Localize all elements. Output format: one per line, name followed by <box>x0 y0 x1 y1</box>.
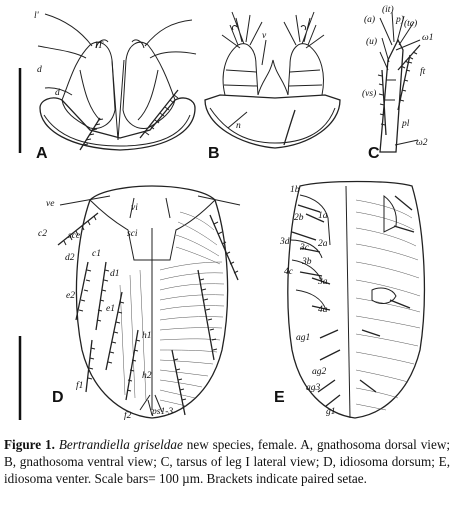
label-c-ft: ft <box>420 67 426 77</box>
label-e-g1: g1 <box>326 407 336 417</box>
panel-letter-a: A <box>36 145 48 162</box>
label-e-1b: 1b <box>290 185 300 195</box>
label-d-ve: ve <box>46 199 55 209</box>
label-e-ag2: ag2 <box>312 367 327 377</box>
caption-species: Bertrandiella griseldae <box>58 437 183 452</box>
label-b-v: v <box>262 31 267 41</box>
label-e-4c: 4c <box>284 267 293 277</box>
label-d-sce: sce <box>68 231 81 241</box>
label-a-lprime: l' <box>34 11 39 21</box>
label-c-u: (u) <box>366 37 378 47</box>
label-c-omega2: ω2 <box>416 138 428 148</box>
label-e-2b: 2b <box>294 213 304 223</box>
panel-a <box>20 11 196 162</box>
label-d-d1: d1 <box>110 269 120 279</box>
caption-label: Figure 1. <box>4 437 55 452</box>
label-c-vs: (vs) <box>362 89 377 99</box>
label-c-pl: pl <box>402 119 410 129</box>
barbed-seta-a2 <box>140 90 178 138</box>
label-d-d2: d2 <box>65 253 75 263</box>
label-c-a: (a) <box>364 15 376 25</box>
label-e-ag3: ag3 <box>306 383 321 393</box>
label-e-3d: 3d <box>280 237 290 247</box>
label-e-1a: 1a <box>318 211 328 221</box>
label-c-it: (it) <box>382 5 394 15</box>
label-d-sci: sci <box>127 229 138 239</box>
panel-letter-c: C <box>368 145 380 162</box>
label-d-h1: h1 <box>142 331 152 341</box>
label-e-3a: 3a <box>318 277 328 287</box>
label-e-3c: 3c <box>300 243 309 253</box>
label-e-4a: 4a <box>318 305 328 315</box>
barbed-setae-d <box>58 213 238 415</box>
label-d-f1: f1 <box>76 381 84 391</box>
setae-e <box>292 196 414 406</box>
label-d-h2: h2 <box>142 371 152 381</box>
caption-text: new species, female. A, gnathosoma dorsal view; B, gnathosoma ventral view; C, tarsus of leg I lateral view; D, idiosoma dorsum; E, idiosoma venter. Scale bars= 100 µm. Brackets indicate paired setae. <box>4 437 451 486</box>
panel-d <box>20 186 240 421</box>
label-e-3b: 3b <box>302 257 312 267</box>
label-d-f2: f2 <box>124 411 132 421</box>
label-b-n: n <box>236 121 241 131</box>
panel-c <box>362 4 433 162</box>
label-c-tc: (tc) <box>404 19 418 29</box>
panel-letter-d: D <box>52 389 64 406</box>
label-e-2a: 2a <box>318 239 328 249</box>
label-d-e1: e1 <box>106 304 115 314</box>
panel-b <box>205 12 340 162</box>
label-a-lt: lT <box>95 41 103 51</box>
label-d-ps: ps1-3 <box>152 407 174 417</box>
figure-caption <box>4 436 450 487</box>
panel-e <box>274 182 424 419</box>
label-e-ag1: ag1 <box>296 333 311 343</box>
label-d-vi: vi <box>131 203 138 213</box>
label-a-d2: d <box>55 88 60 98</box>
label-a-d1: d <box>37 65 42 75</box>
label-d-e2: e2 <box>66 291 75 301</box>
panel-letter-b: B <box>208 145 220 162</box>
label-c-omega1: ω1 <box>422 33 434 43</box>
label-c-p: p) <box>396 15 404 25</box>
panel-letter-e: E <box>274 389 285 406</box>
barbed-seta-c <box>378 45 420 135</box>
label-d-c2: c2 <box>38 229 47 239</box>
label-d-c1: c1 <box>92 249 101 259</box>
